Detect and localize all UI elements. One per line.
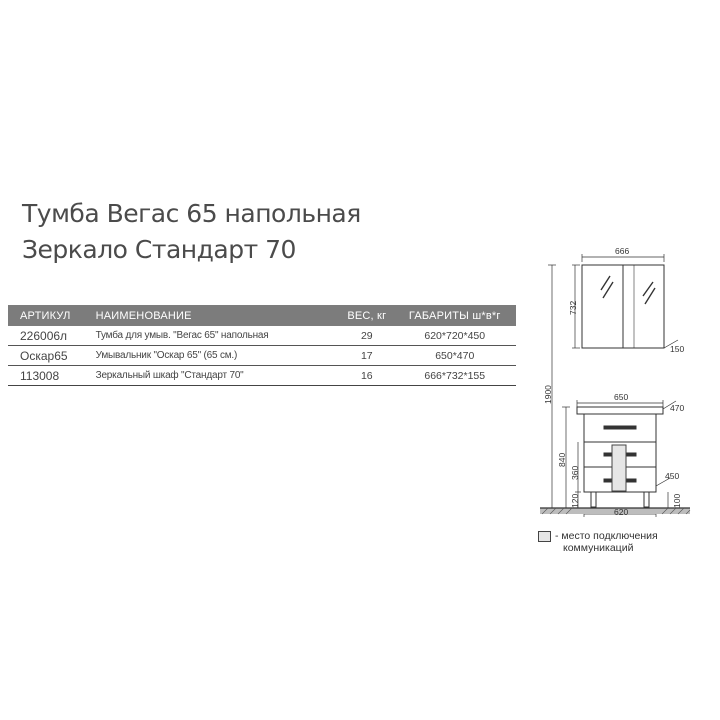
cell-dims: 650*470 [394, 346, 517, 366]
cell-sku: Оскар65 [8, 346, 92, 366]
dim-cabinet-height: 840 [557, 452, 567, 467]
legend-line-2: коммуникаций [563, 542, 634, 554]
legend-swatch [538, 531, 551, 542]
dim-basin-depth: 470 [670, 403, 685, 413]
legend-text [555, 530, 658, 554]
drawer-handle-top [604, 426, 636, 429]
cell-name: Зеркальный шкаф "Стандарт 70" [92, 366, 341, 386]
legend-line-1: - место подключения [555, 530, 658, 542]
table-row [8, 326, 516, 346]
title-line-cabinet: Тумба Вегас 65 напольная [22, 199, 361, 228]
cell-name: Тумба для умыв. "Вегас 65" напольная [92, 326, 341, 346]
header-name: НАИМЕНОВАНИЕ [95, 309, 192, 322]
dim-mirror-height: 732 [568, 300, 578, 315]
cell-weight: 17 [340, 346, 393, 366]
cell-weight: 16 [340, 366, 393, 386]
cell-weight: 29 [340, 326, 393, 346]
dim-mirror-width: 666 [615, 246, 630, 256]
header-dims: ГАБАРИТЫ ш*в*г [408, 309, 501, 322]
cell-dims: 620*720*450 [394, 326, 517, 346]
header-weight: ВЕС, кг [347, 309, 387, 322]
drawing-svg [520, 246, 720, 576]
table-row [8, 346, 516, 366]
table-row [8, 366, 516, 386]
dim-mirror-depth: 150 [670, 344, 685, 354]
dim-basin-width: 650 [614, 392, 629, 402]
dim-cabinet-depth: 450 [665, 471, 680, 481]
header-sku: АРТИКУЛ [20, 309, 71, 322]
technical-drawing [520, 246, 720, 576]
dim-leg-height: 120 [570, 493, 580, 508]
cell-sku: 226006л [8, 326, 92, 346]
dim-plinth: 100 [672, 493, 682, 508]
product-title [22, 196, 361, 268]
dim-cabinet-width: 620 [614, 507, 629, 517]
communication-zone [612, 445, 626, 491]
table-header-row [8, 305, 516, 326]
dim-drawer-height: 360 [570, 465, 580, 480]
spec-table [8, 305, 516, 386]
cell-name: Умывальник "Оскар 65" (65 см.) [92, 346, 341, 366]
cell-dims: 666*732*155 [394, 366, 517, 386]
title-line-mirror: Зеркало Стандарт 70 [22, 235, 296, 264]
basin-outline [577, 407, 663, 414]
cell-sku: 113008 [8, 366, 92, 386]
dim-total-height: 1900 [543, 385, 553, 404]
